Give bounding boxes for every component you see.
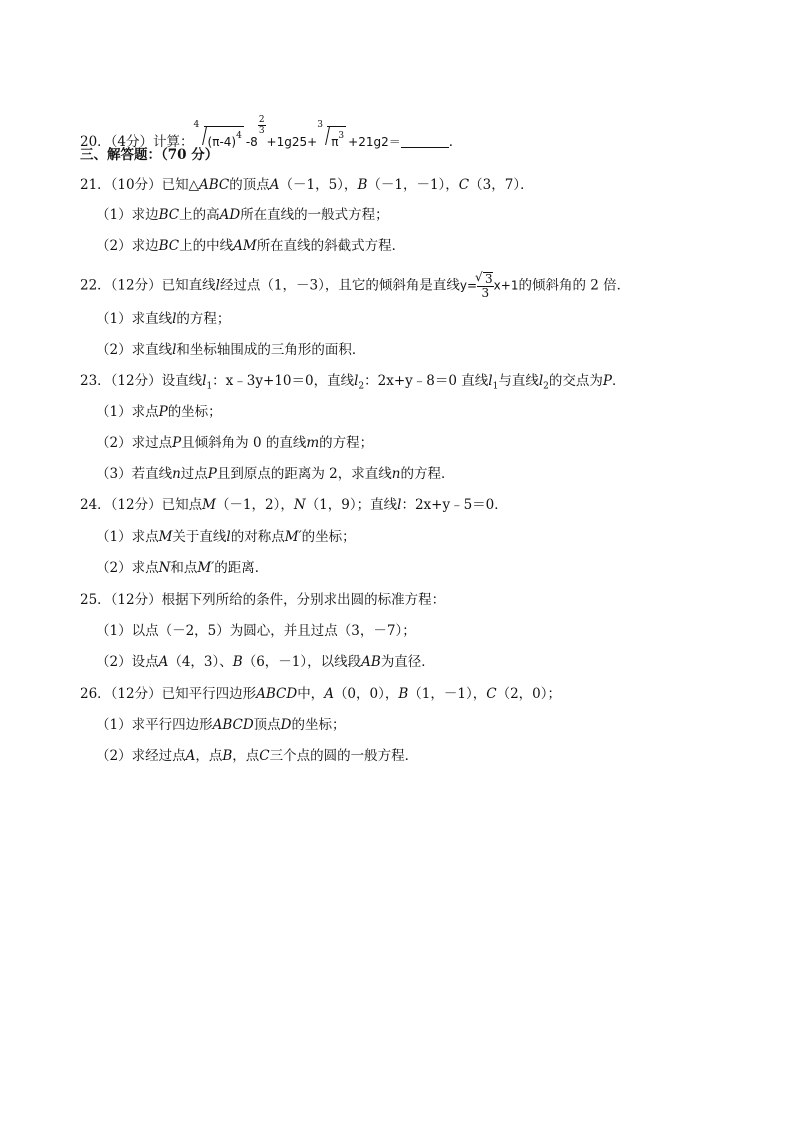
text-fragment: √ 3 bbox=[483, 272, 493, 286]
text-fragment: 3 bbox=[481, 286, 490, 300]
text-fragment: 上的中线 bbox=[179, 238, 234, 254]
text-fragment: ：2x+y﹣5＝0． bbox=[401, 497, 508, 513]
text-fragment: A bbox=[185, 748, 196, 764]
question-24-part-1 bbox=[96, 528, 356, 546]
text-fragment: 的坐标； bbox=[167, 404, 222, 420]
text-fragment: （4，3）、 bbox=[168, 654, 233, 670]
text-fragment: 的坐标； bbox=[291, 717, 346, 733]
question-21-part-2 bbox=[96, 237, 405, 255]
text-fragment: ：x﹣3y+10＝0，直线 bbox=[212, 373, 355, 389]
text-fragment: （2）设点 bbox=[96, 654, 159, 670]
text-fragment: 4 bbox=[193, 120, 200, 130]
text-fragment: P bbox=[172, 435, 182, 451]
section-title: 三、解答题：（70 分） bbox=[80, 147, 219, 163]
text-fragment: BC bbox=[158, 238, 180, 254]
question-25-part-1: （1）以点（－2，5）为圆心，并且过点（3，－7）； bbox=[96, 623, 416, 639]
question-25: 25．（12分）根据下列所给的条件，分别求出圆的标准方程： bbox=[80, 592, 446, 608]
text-fragment: 关于直线 bbox=[172, 529, 227, 545]
text-fragment: AM bbox=[233, 238, 257, 254]
fraction-sqrt3-over-3 bbox=[477, 272, 494, 300]
text-fragment: ABCD bbox=[256, 686, 298, 702]
question-22-part-2 bbox=[96, 341, 365, 359]
text-fragment: 24．（12分）已知点 bbox=[80, 497, 203, 513]
answer-blank bbox=[401, 135, 449, 148]
question-25-part-2 bbox=[96, 653, 435, 671]
question-24-part-2 bbox=[96, 559, 268, 577]
text-fragment: 且到原点的距离为 2，求直线 bbox=[216, 466, 392, 482]
text-fragment: M′ bbox=[284, 529, 302, 545]
text-fragment: （1）求直线 bbox=[96, 311, 173, 327]
text-fragment: A bbox=[158, 654, 169, 670]
text-fragment: （3，7）． bbox=[469, 177, 534, 193]
question-23-part-1 bbox=[96, 403, 222, 421]
text-fragment: M′ bbox=[197, 560, 215, 576]
text-fragment: 21．（10分）已知△ bbox=[80, 177, 199, 193]
cube-root bbox=[317, 120, 346, 151]
text-fragment: C bbox=[486, 686, 497, 702]
text-fragment: N bbox=[293, 497, 306, 513]
text-fragment: M bbox=[158, 529, 173, 545]
text-fragment: l bbox=[226, 529, 231, 545]
text-fragment: 23．（12分）设直线 bbox=[80, 373, 203, 389]
text-fragment: （6，－1），以线段 bbox=[242, 654, 362, 670]
text-fragment: C bbox=[259, 748, 270, 764]
text-fragment: 的距离． bbox=[214, 560, 269, 576]
text-fragment: （0，0）， bbox=[333, 686, 399, 702]
text-fragment: BC bbox=[158, 207, 180, 223]
text-fragment: 的方程． bbox=[400, 466, 455, 482]
text-fragment: （2）求直线 bbox=[96, 342, 173, 358]
text-fragment: P bbox=[602, 373, 612, 389]
text-fragment: A bbox=[324, 686, 334, 702]
text-fragment: A bbox=[269, 177, 280, 193]
text-fragment: n bbox=[391, 466, 401, 482]
text-fragment: N bbox=[158, 560, 171, 576]
text-fragment: （1）求平行四边形 bbox=[96, 717, 213, 733]
text-fragment: 26．（12分）已知平行四边形 bbox=[80, 686, 257, 702]
text-fragment: l bbox=[354, 373, 359, 389]
text-fragment: 1 bbox=[206, 381, 213, 392]
text-fragment: 与直线 bbox=[498, 373, 539, 389]
text-fragment: 且倾斜角为 0 的直线 bbox=[181, 435, 307, 451]
question-26-part-2 bbox=[96, 747, 418, 765]
question-21 bbox=[80, 176, 534, 194]
text-fragment: （1，－1）， bbox=[408, 686, 487, 702]
text-fragment: （1）求点 bbox=[96, 404, 159, 420]
exponent-fraction bbox=[258, 115, 266, 136]
text-fragment: ，点 bbox=[232, 748, 260, 764]
text-fragment: ：2x+y﹣8＝0 直线 bbox=[364, 373, 489, 389]
text-fragment: 3 bbox=[317, 120, 323, 130]
question-22-part-1 bbox=[96, 310, 230, 328]
text-fragment: （－1，5）， bbox=[279, 177, 358, 193]
text-fragment: 顶点 bbox=[253, 717, 281, 733]
text-fragment: x+1 bbox=[493, 278, 519, 293]
text-fragment: 三个点的圆的一般方程． bbox=[269, 748, 419, 764]
text-fragment: m bbox=[306, 435, 320, 451]
text-fragment: AD bbox=[219, 207, 241, 223]
question-23 bbox=[80, 372, 626, 396]
text-fragment: 22．（12分）已知直线 bbox=[80, 277, 216, 294]
text-fragment: 3 bbox=[258, 126, 265, 136]
text-fragment: - bbox=[245, 135, 251, 149]
text-fragment: B bbox=[222, 748, 233, 764]
text-fragment: 和坐标轴围成的三角形的面积． bbox=[176, 342, 366, 358]
text-fragment: （2，0）； bbox=[496, 686, 562, 702]
question-23-part-3 bbox=[96, 465, 454, 483]
text-fragment: M bbox=[202, 497, 216, 513]
text-fragment: ． bbox=[448, 134, 463, 150]
text-fragment: y= bbox=[459, 278, 478, 293]
question-26-part-1 bbox=[96, 716, 346, 734]
text-fragment: 2 bbox=[258, 115, 265, 125]
text-fragment: +21g2＝ bbox=[348, 135, 401, 149]
q20-number: 20．（4分）计算： bbox=[80, 134, 194, 150]
text-fragment: AB bbox=[361, 654, 381, 670]
text-fragment: ． bbox=[612, 373, 626, 389]
text-fragment: 上的高 bbox=[179, 207, 220, 223]
text-fragment: (π-4) bbox=[207, 135, 237, 149]
question-23-part-2 bbox=[96, 434, 373, 452]
text-fragment: 的方程； bbox=[176, 311, 231, 327]
question-24 bbox=[80, 496, 508, 514]
text-fragment: （－1，2）， bbox=[215, 497, 294, 513]
text-fragment: 中， bbox=[297, 686, 325, 702]
text-fragment: 的方程； bbox=[319, 435, 374, 451]
text-fragment: （1，9）；直线 bbox=[305, 497, 398, 513]
text-fragment: l bbox=[215, 277, 220, 294]
text-fragment: C bbox=[458, 177, 470, 193]
text-fragment: （1）求边 bbox=[96, 207, 159, 223]
text-fragment: B bbox=[398, 686, 409, 702]
text-fragment: （－1，－1）， bbox=[367, 177, 459, 193]
text-fragment: B bbox=[232, 654, 243, 670]
text-fragment: 2 bbox=[543, 381, 549, 392]
text-fragment: （3）若直线 bbox=[96, 466, 173, 482]
text-fragment: （2）求点 bbox=[96, 560, 159, 576]
text-fragment: （2）求过点 bbox=[96, 435, 173, 451]
text-fragment: l bbox=[172, 311, 177, 327]
text-fragment: 所在直线的斜截式方程． bbox=[256, 238, 406, 254]
text-fragment: π bbox=[331, 135, 339, 149]
question-22 bbox=[80, 272, 630, 300]
text-fragment: P bbox=[158, 404, 168, 420]
text-fragment: 的交点为 bbox=[548, 373, 603, 389]
text-fragment: 3 bbox=[338, 131, 345, 141]
text-fragment: 的顶点 bbox=[229, 177, 270, 193]
text-fragment: （2）求经过点 bbox=[96, 748, 186, 764]
text-fragment: D bbox=[280, 717, 292, 733]
text-fragment: P bbox=[207, 466, 217, 482]
text-fragment: B bbox=[357, 177, 368, 193]
text-fragment: 经过点（1，－3），且它的倾斜角是直线 bbox=[219, 277, 460, 294]
text-fragment: （2）求边 bbox=[96, 238, 159, 254]
text-fragment: 1 bbox=[492, 381, 499, 392]
text-fragment: 的对称点 bbox=[230, 529, 285, 545]
text-fragment: 8 bbox=[250, 135, 258, 149]
text-fragment: 的倾斜角的 2 倍． bbox=[518, 277, 631, 294]
text-fragment: +1g25+ bbox=[266, 135, 318, 149]
text-fragment: ，点 bbox=[195, 748, 223, 764]
text-fragment: 2 bbox=[358, 381, 365, 392]
text-fragment: 4 bbox=[236, 131, 242, 141]
text-fragment: l bbox=[172, 342, 177, 358]
question-21-part-1 bbox=[96, 206, 389, 224]
text-fragment: ABCD bbox=[212, 717, 254, 733]
text-fragment: l bbox=[202, 373, 207, 389]
text-fragment: l bbox=[538, 373, 544, 389]
text-fragment: ABC bbox=[199, 177, 230, 193]
text-fragment: 和点 bbox=[170, 560, 198, 576]
text-fragment: l bbox=[397, 497, 402, 513]
text-fragment: 为直径． bbox=[380, 654, 435, 670]
text-fragment: n bbox=[172, 466, 181, 482]
text-fragment: 所在直线的一般式方程； bbox=[240, 207, 389, 223]
text-fragment: （1）求点 bbox=[96, 529, 159, 545]
text-fragment: 过点 bbox=[180, 466, 208, 482]
question-26 bbox=[80, 685, 561, 703]
text-fragment: l bbox=[488, 373, 493, 389]
text-fragment: 的坐标； bbox=[301, 529, 356, 545]
